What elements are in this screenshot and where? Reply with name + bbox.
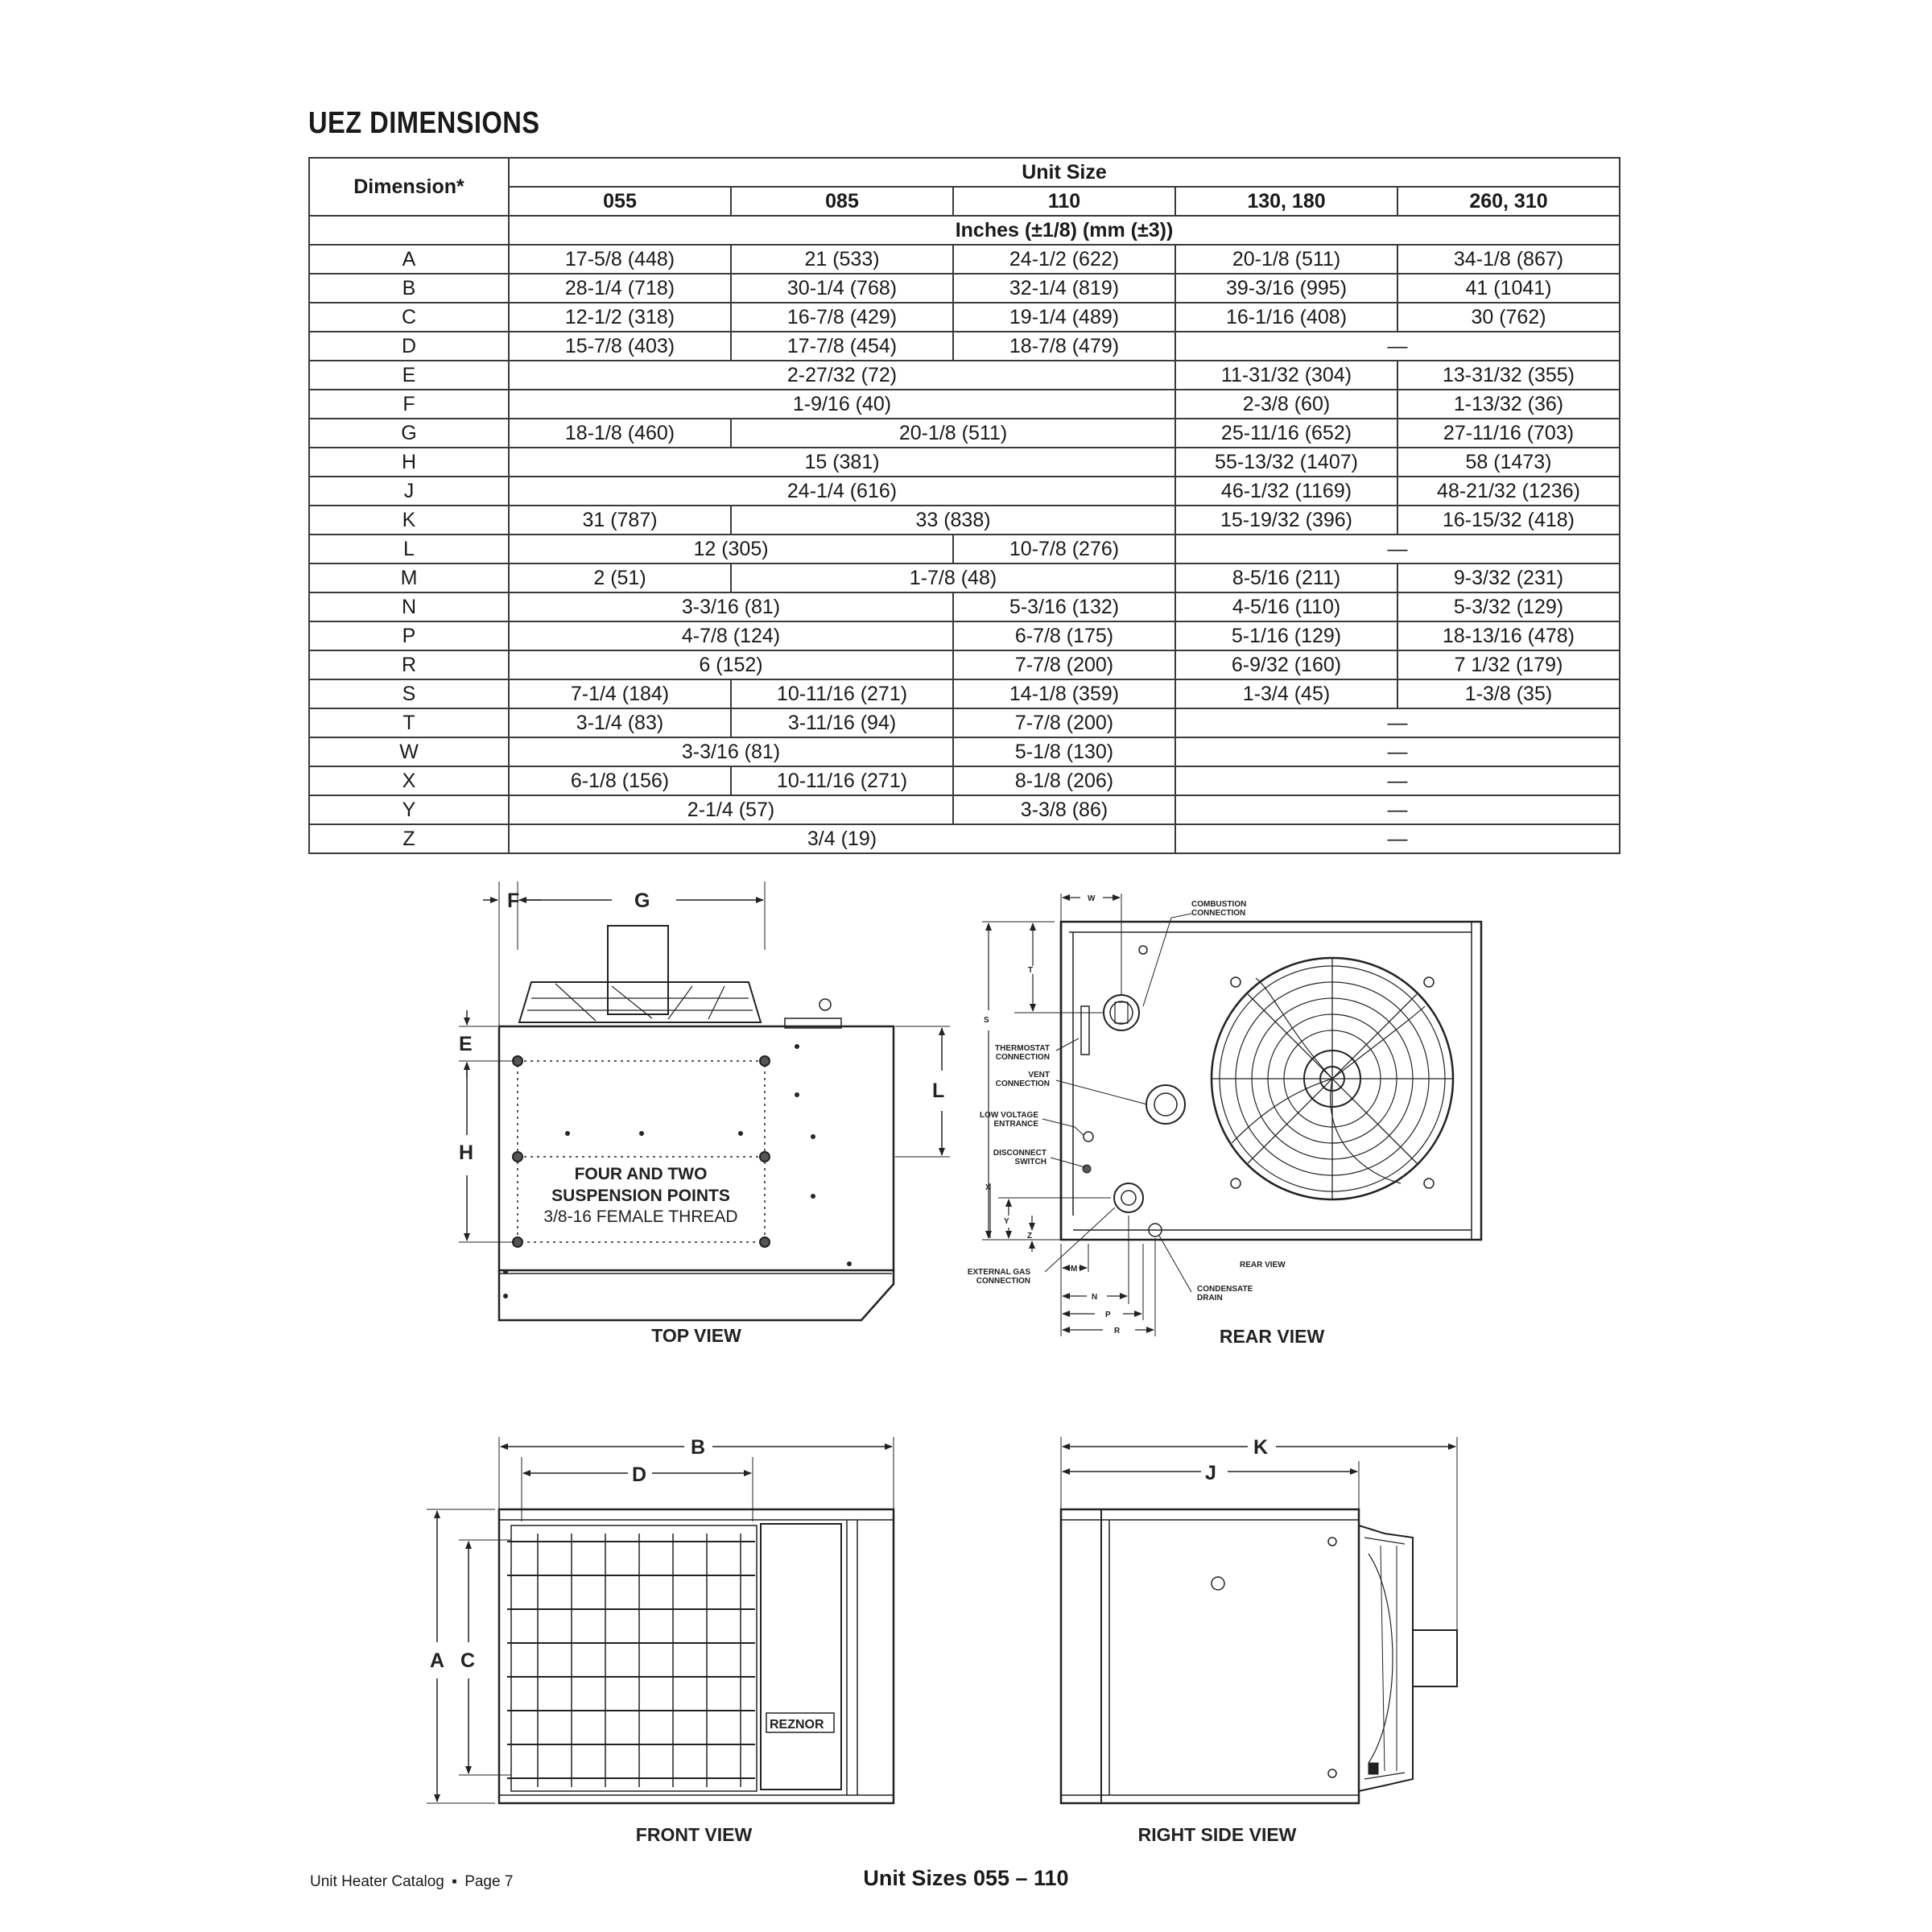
- dimension-value: 1-13/32 (36): [1397, 390, 1620, 419]
- callout-vent-2: CONNECTION: [995, 1080, 1050, 1088]
- dimension-value: —: [1175, 737, 1620, 766]
- footer-catalog-name: Unit Heater Catalog: [310, 1873, 444, 1890]
- dimension-value: 2-27/32 (72): [509, 361, 1175, 390]
- callout-combustion-1: COMBUSTION: [1191, 900, 1247, 909]
- dimension-value: 16-1/16 (408): [1175, 303, 1397, 332]
- dimension-label: Y: [309, 795, 509, 824]
- dimension-value: 55-13/32 (1407): [1175, 448, 1397, 477]
- dimension-value: 16-15/32 (418): [1397, 506, 1620, 535]
- dimension-label: T: [309, 708, 509, 737]
- brand-logo: REZNOR: [770, 1718, 824, 1732]
- dimension-value: 6-1/8 (156): [509, 766, 731, 795]
- dimension-value: 17-7/8 (454): [731, 332, 953, 361]
- dimension-value: —: [1175, 766, 1620, 795]
- dimension-value: 39-3/16 (995): [1175, 274, 1397, 303]
- dimension-value: 13-31/32 (355): [1397, 361, 1620, 390]
- dimension-value: 5-1/16 (129): [1175, 621, 1397, 650]
- page-title: UEZ DIMENSIONS: [308, 106, 540, 140]
- dimension-value: 46-1/32 (1169): [1175, 477, 1397, 506]
- dimension-value: 48-21/32 (1236): [1397, 477, 1620, 506]
- dimension-label: E: [309, 361, 509, 390]
- size-header: 085: [731, 187, 953, 216]
- dim-label-m: M: [1071, 1265, 1078, 1274]
- front-view-caption: FRONT VIEW: [635, 1824, 753, 1845]
- dim-label-w: W: [1088, 894, 1096, 903]
- dim-label-t: T: [1028, 966, 1034, 975]
- dimension-value: 10-11/16 (271): [731, 679, 953, 708]
- callout-disconnect-1: DISCONNECT: [993, 1149, 1046, 1158]
- callout-thermostat-1: THERMOSTAT: [995, 1044, 1050, 1053]
- dimension-value: 11-31/32 (304): [1175, 361, 1397, 390]
- dimension-value: 14-1/8 (359): [953, 679, 1175, 708]
- dimension-value: 18-13/16 (478): [1397, 621, 1620, 650]
- right-side-view-drawing: [1061, 1437, 1457, 1803]
- dimension-value: 16-7/8 (429): [731, 303, 953, 332]
- dimension-value: —: [1175, 332, 1620, 361]
- dim-label-h: H: [459, 1141, 474, 1164]
- dimension-value: 34-1/8 (867): [1397, 245, 1620, 274]
- size-header: 130, 180: [1175, 187, 1397, 216]
- dimension-value: 41 (1041): [1397, 274, 1620, 303]
- dimension-value: —: [1175, 824, 1620, 853]
- dimension-label: Z: [309, 824, 509, 853]
- dimension-value: 1-9/16 (40): [509, 390, 1175, 419]
- callout-thermostat-2: CONNECTION: [995, 1053, 1050, 1062]
- dimension-value: 3-3/16 (81): [509, 737, 953, 766]
- callout-gas-2: CONNECTION: [976, 1277, 1030, 1286]
- dimension-value: 1-7/8 (48): [731, 564, 1175, 592]
- dim-label-j: J: [1205, 1462, 1216, 1484]
- dimension-value: 28-1/4 (718): [509, 274, 731, 303]
- dimension-value: 58 (1473): [1397, 448, 1620, 477]
- dimension-value: 20-1/8 (511): [1175, 245, 1397, 274]
- dimension-value: 8-5/16 (211): [1175, 564, 1397, 592]
- dim-label-r: R: [1114, 1327, 1121, 1335]
- dimension-label: S: [309, 679, 509, 708]
- callout-vent-1: VENT: [1028, 1071, 1050, 1080]
- dimension-value: —: [1175, 535, 1620, 564]
- dimension-value: 6 (152): [509, 650, 953, 679]
- dimension-value: 30-1/4 (768): [731, 274, 953, 303]
- dimension-value: 8-1/8 (206): [953, 766, 1175, 795]
- dimension-value: 32-1/4 (819): [953, 274, 1175, 303]
- top-view-drawing: [459, 881, 950, 1320]
- dimension-value: 17-5/8 (448): [509, 245, 731, 274]
- dim-label-y: Y: [1004, 1217, 1009, 1226]
- dimension-label: C: [309, 303, 509, 332]
- dimension-value: —: [1175, 795, 1620, 824]
- dimension-label: L: [309, 535, 509, 564]
- dimension-value: 21 (533): [731, 245, 953, 274]
- callout-disconnect-2: SWITCH: [1014, 1158, 1046, 1166]
- dim-label-e: E: [459, 1033, 473, 1055]
- dimension-value: 7-7/8 (200): [953, 708, 1175, 737]
- callout-low-voltage-1: LOW VOLTAGE: [980, 1111, 1038, 1120]
- dimension-value: 25-11/16 (652): [1175, 419, 1397, 448]
- dimension-value: 19-1/4 (489): [953, 303, 1175, 332]
- dimension-label: M: [309, 564, 509, 592]
- dimension-label: X: [309, 766, 509, 795]
- dimension-value: 15 (381): [509, 448, 1175, 477]
- dimension-value: 5-3/32 (129): [1397, 592, 1620, 621]
- rear-view-inner-caption: REAR VIEW: [1240, 1261, 1286, 1269]
- dimension-label: R: [309, 650, 509, 679]
- dimension-label: N: [309, 592, 509, 621]
- dim-label-c: C: [460, 1649, 476, 1672]
- dimension-value: 3-3/16 (81): [509, 592, 953, 621]
- dimension-value: 1-3/8 (35): [1397, 679, 1620, 708]
- dimension-value: —: [1175, 708, 1620, 737]
- dimension-value: 10-7/8 (276): [953, 535, 1175, 564]
- dimension-label: F: [309, 390, 509, 419]
- dimension-value: 31 (787): [509, 506, 731, 535]
- dim-label-s: S: [984, 1016, 989, 1025]
- size-header: 055: [509, 187, 731, 216]
- size-header: 260, 310: [1397, 187, 1620, 216]
- dim-label-z: Z: [1027, 1232, 1033, 1241]
- dimension-value: 3-11/16 (94): [731, 708, 953, 737]
- dimension-value: 2-1/4 (57): [509, 795, 953, 824]
- dim-label-a: A: [430, 1649, 445, 1672]
- dimension-value: 12 (305): [509, 535, 953, 564]
- dimension-value: 15-7/8 (403): [509, 332, 731, 361]
- dimension-value: 7-7/8 (200): [953, 650, 1175, 679]
- units-header: Inches (±1/8) (mm (±3)): [509, 216, 1620, 245]
- dim-label-d: D: [632, 1463, 647, 1486]
- dimension-value: 5-1/8 (130): [953, 737, 1175, 766]
- footer-unit-sizes: Unit Sizes 055 – 110: [863, 1866, 1069, 1890]
- dimension-label: G: [309, 419, 509, 448]
- dimension-value: 24-1/2 (622): [953, 245, 1175, 274]
- callout-condensate-2: DRAIN: [1197, 1294, 1223, 1302]
- dimension-value: 2 (51): [509, 564, 731, 592]
- dimension-label: K: [309, 506, 509, 535]
- dimension-value: 18-7/8 (479): [953, 332, 1175, 361]
- front-view-drawing: [427, 1437, 894, 1803]
- dimension-label: J: [309, 477, 509, 506]
- rear-view-drawing: [982, 894, 1481, 1336]
- dimension-value: 15-19/32 (396): [1175, 506, 1397, 535]
- dimension-value: 7 1/32 (179): [1397, 650, 1620, 679]
- dim-label-k: K: [1253, 1436, 1269, 1459]
- dimension-value: 27-11/16 (703): [1397, 419, 1620, 448]
- dimension-header: Dimension*: [309, 158, 509, 216]
- dimension-value: 5-3/16 (132): [953, 592, 1175, 621]
- dimension-label: B: [309, 274, 509, 303]
- dimension-label: A: [309, 245, 509, 274]
- dimension-value: 7-1/4 (184): [509, 679, 731, 708]
- dimension-value: 20-1/8 (511): [731, 419, 1175, 448]
- dim-label-g: G: [634, 890, 650, 912]
- callout-combustion-2: CONNECTION: [1191, 909, 1246, 918]
- dimension-value: 12-1/2 (318): [509, 303, 731, 332]
- dimension-value: 3/4 (19): [509, 824, 1175, 853]
- top-view-caption: TOP VIEW: [651, 1325, 741, 1346]
- dimension-value: 3-1/4 (83): [509, 708, 731, 737]
- dimension-value: 30 (762): [1397, 303, 1620, 332]
- unit-size-header: Unit Size: [509, 158, 1620, 187]
- dim-label-f: F: [507, 890, 520, 912]
- dimension-value: 9-3/32 (231): [1397, 564, 1620, 592]
- dim-label-x: X: [985, 1183, 991, 1192]
- dimension-value: 2-3/8 (60): [1175, 390, 1397, 419]
- dimension-label: W: [309, 737, 509, 766]
- dimension-value: 6-9/32 (160): [1175, 650, 1397, 679]
- dimension-value: 33 (838): [731, 506, 1175, 535]
- dimension-value: 1-3/4 (45): [1175, 679, 1397, 708]
- dim-label-l: L: [932, 1080, 945, 1102]
- footer-bullet: ▪: [452, 1873, 457, 1890]
- dimension-value: 4-5/16 (110): [1175, 592, 1397, 621]
- footer-page-number: Page 7: [464, 1873, 514, 1890]
- suspension-note-line1: FOUR AND TWO: [574, 1165, 708, 1183]
- dimension-label: D: [309, 332, 509, 361]
- size-header: 110: [953, 187, 1175, 216]
- dim-label-b: B: [691, 1436, 706, 1459]
- dimension-value: 18-1/8 (460): [509, 419, 731, 448]
- suspension-note-line2: SUSPENSION POINTS: [551, 1187, 730, 1205]
- dimension-value: 3-3/8 (86): [953, 795, 1175, 824]
- dimension-value: 24-1/4 (616): [509, 477, 1175, 506]
- dim-label-p: P: [1105, 1311, 1111, 1319]
- callout-low-voltage-2: ENTRANCE: [993, 1120, 1038, 1129]
- dimension-value: 4-7/8 (124): [509, 621, 953, 650]
- callout-gas-1: EXTERNAL GAS: [967, 1268, 1030, 1277]
- callout-condensate-1: CONDENSATE: [1197, 1285, 1253, 1294]
- dimension-value: 10-11/16 (271): [731, 766, 953, 795]
- dimension-label: P: [309, 621, 509, 650]
- dimension-value: 6-7/8 (175): [953, 621, 1175, 650]
- dimension-label: H: [309, 448, 509, 477]
- right-side-view-caption: RIGHT SIDE VIEW: [1137, 1824, 1297, 1845]
- dim-label-n: N: [1092, 1293, 1098, 1302]
- rear-view-caption: REAR VIEW: [1219, 1326, 1325, 1347]
- suspension-note-line3: 3/8-16 FEMALE THREAD: [543, 1208, 738, 1226]
